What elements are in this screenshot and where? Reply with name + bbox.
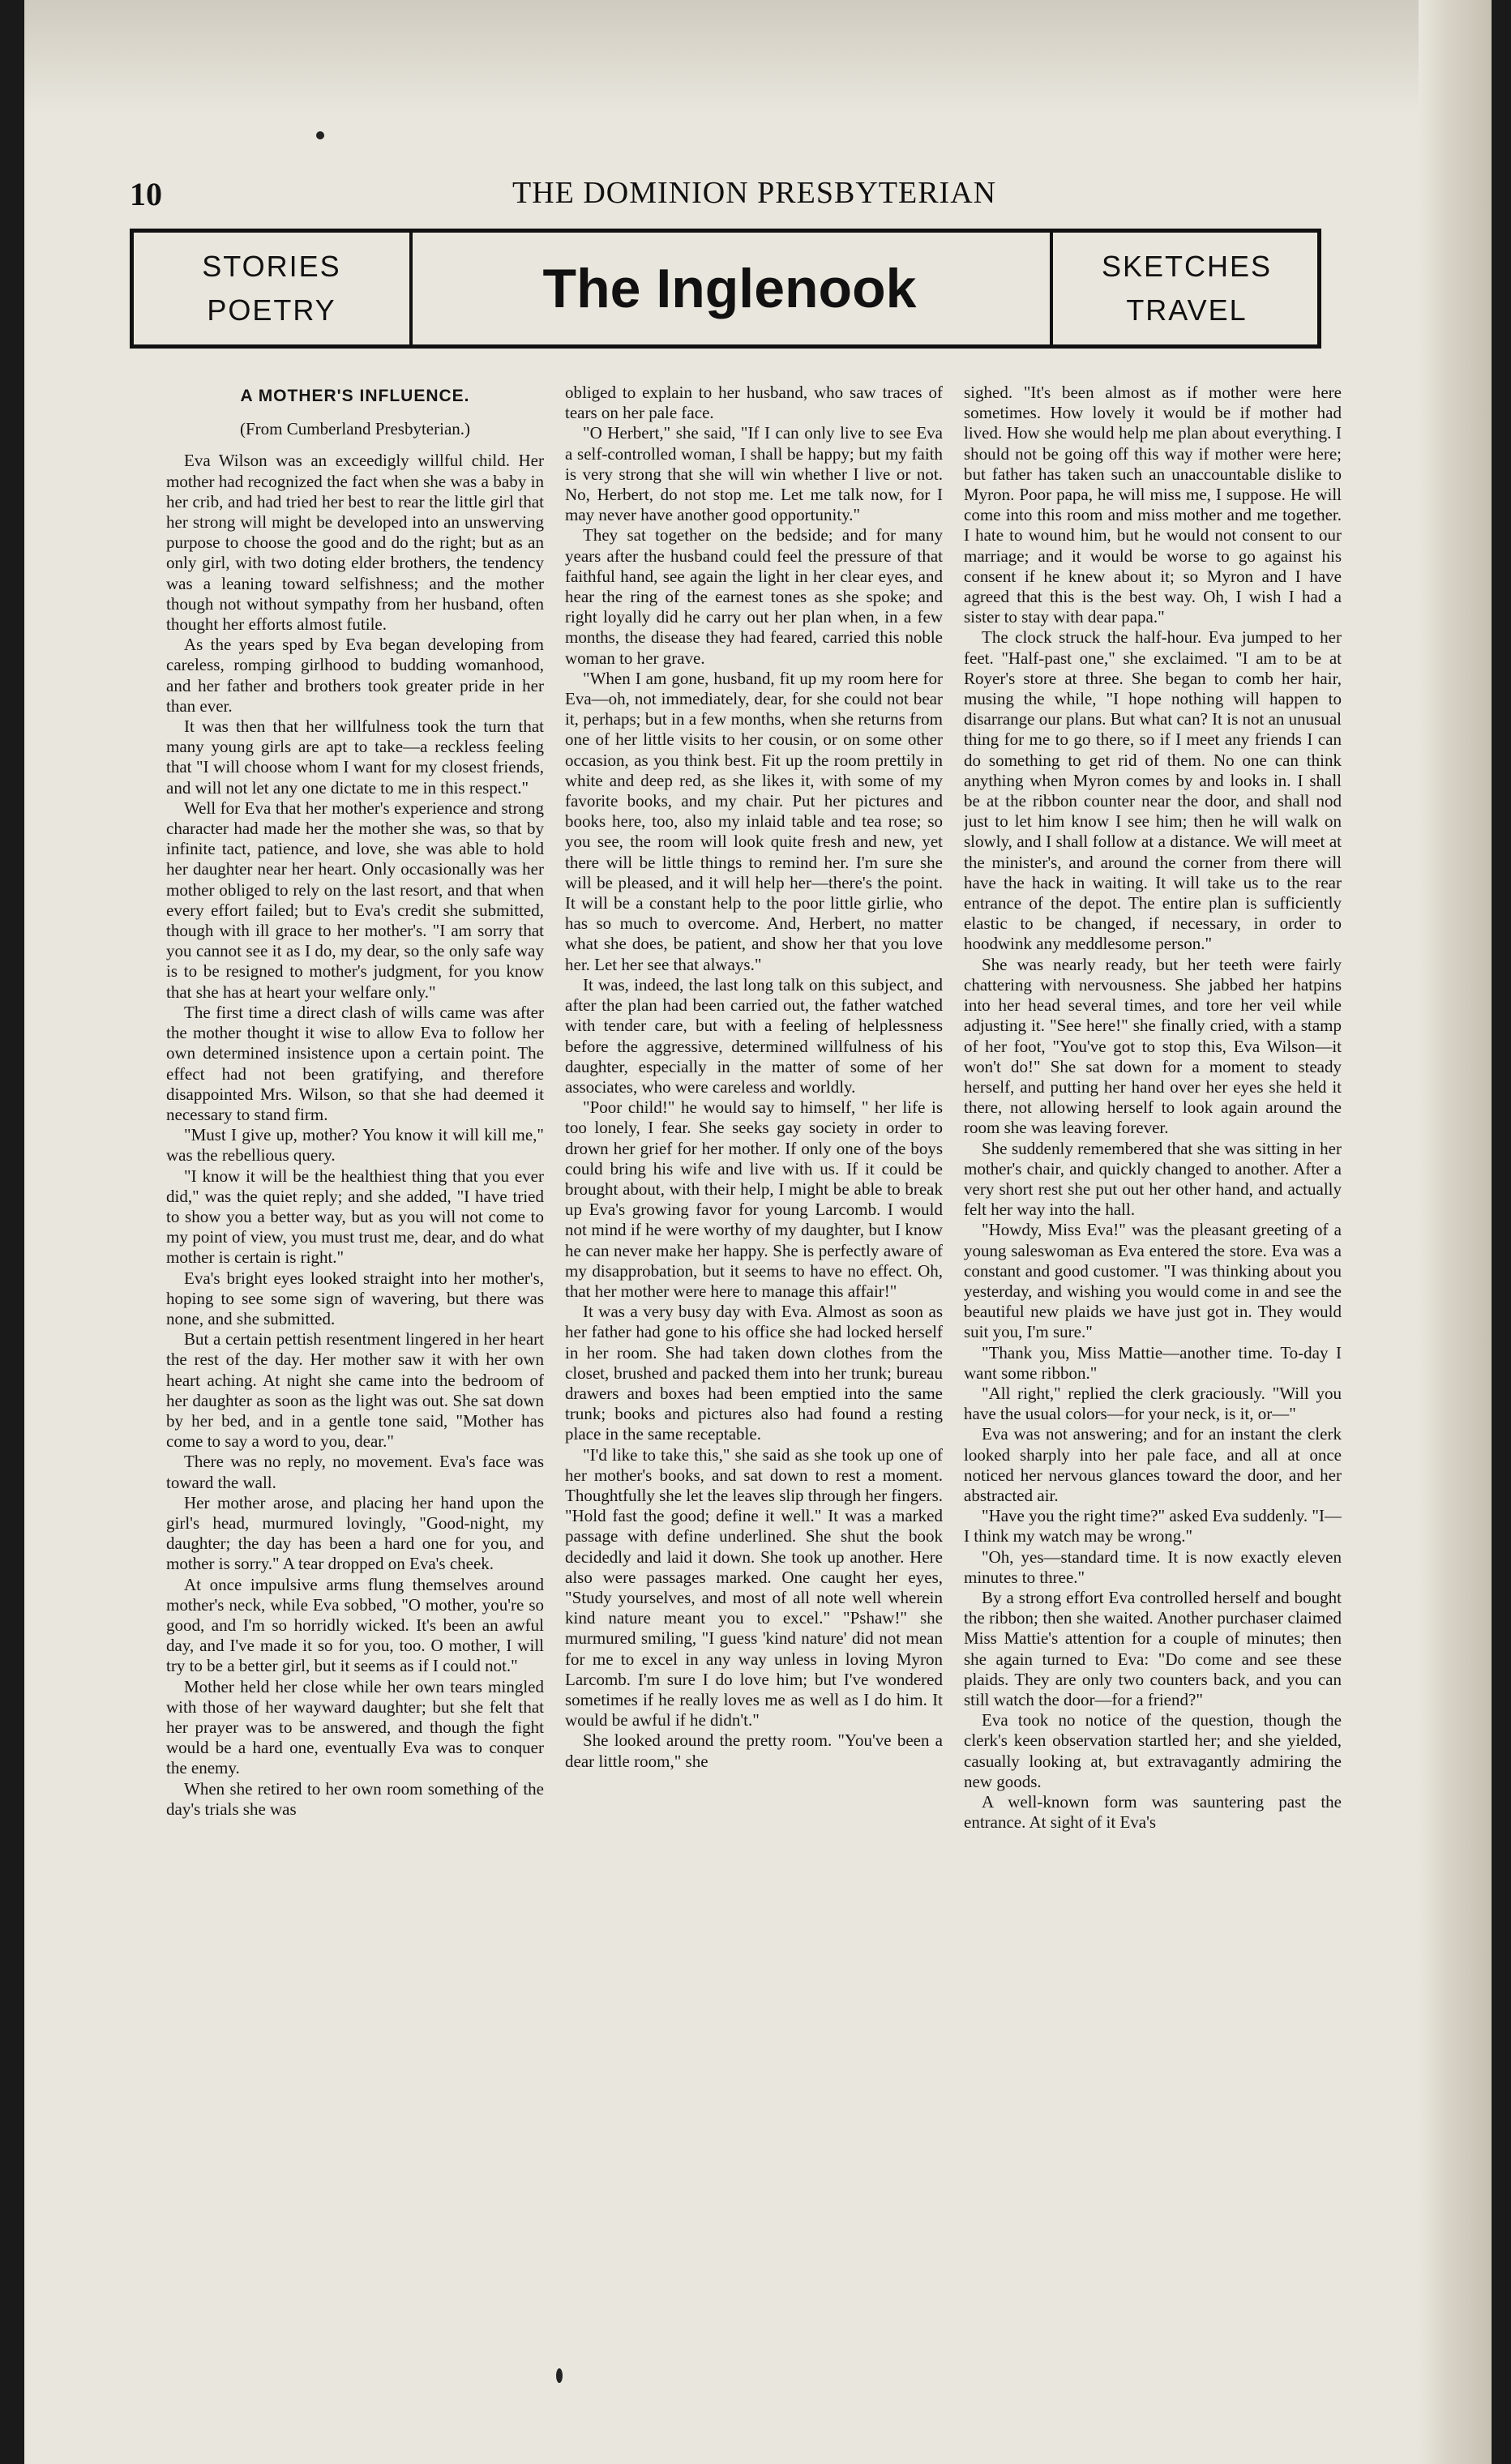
paragraph: The first time a direct clash of wills came was after the mother thought it wise to allow Eva to follow her own determined insistence upon a certain point. The effect had not been gratifying, and therefore disappointed Mrs. Wilson, so that she had deemed it necessary to stand firm. xyxy=(166,1002,544,1124)
column-3-body xyxy=(964,383,1342,1833)
paragraph: By a strong effort Eva controlled herself and bought the ribbon; then she waited. Another purchaser claimed Miss Mattie's attention for a couple of minutes; then she again turned to Eva: "Do come and see these plaids. They are only two counters back, and you can still watch the door—for a friend?" xyxy=(964,1587,1342,1709)
paragraph: As the years sped by Eva began developing from careless, romping girlhood to budding womanhood, and her father and brothers took greater pride in her than ever. xyxy=(166,635,544,716)
ink-mark-top xyxy=(316,131,324,139)
paragraph: Eva Wilson was an exceedigly willful child. Her mother had recognized the fact when she was a baby in her crib, and had tried her best to rear the little girl that her strong will might be developed into an unswerving purpose to choose the good and do the right; but as an only girl, with two doting elder brothers, the tendency was a leaning toward selfishness; and the mother though not without sympathy from her husband, often thought her efforts almost futile. xyxy=(166,451,544,635)
paragraph: "When I am gone, husband, fit up my room here for Eva—oh, not immediately, dear, for she could not bear it, perhaps; but in a few months, when she returns from one of her little visits to her cousin, or on some other occasion, as you think best. Fit up the room prettily in white and deep red, as she likes it, with some of my favorite books, and my chair. Put her pictures and books here, too, also my inlaid table and tea rose; so you see, the room will look quite fresh and new, yet there will be little things to remind her. I'm sure she will be pleased, and it will help her—there's the point. It will be a constant help to the poor little girlie, who has so much to overcome. And, Herbert, no matter what she does, be patient, and show her that you love her. Let her see that always." xyxy=(565,668,943,974)
paragraph: Eva's bright eyes looked straight into her mother's, hoping to see some sign of wavering, but there was none, and she submitted. xyxy=(166,1268,544,1328)
paragraph: Well for Eva that her mother's experience and strong character had made her the mother she was, so that by infinite tact, patience, and love, she was able to hold her daughter near her heart. Only occasionally was her mother obliged to rely on the last resort, and that when every effort failed; but to Eva's credit she submitted, though with ill grace to her mother's. "I am sorry that you cannot see it as I do, my dear, so the only safe way is to be resigned to mother's judgment, for you know that she has at heart your welfare only." xyxy=(166,798,544,1002)
banner-center-box xyxy=(409,233,1050,344)
paragraph: obliged to explain to her husband, who saw traces of tears on her pale face. xyxy=(565,383,943,423)
paragraph: "Oh, yes—standard time. It is now exactly eleven minutes to three." xyxy=(964,1546,1342,1587)
banner-left-box xyxy=(134,233,413,344)
paragraph: It was a very busy day with Eva. Almost as soon as her father had gone to his office she had locked herself in her room. She had taken down clothes from the closet, brushed and packed them into her trunk; bureau drawers and boxes had been emptied into the same trunk; books and pictures also had found a resting place in the same receptable. xyxy=(565,1302,943,1444)
text-column-3 xyxy=(964,383,1342,2344)
paragraph: A well-known form was sauntering past the entrance. At sight of it Eva's xyxy=(964,1792,1342,1833)
paragraph: "I'd like to take this," she said as she took up one of her mother's books, and sat down to rest a moment. Thoughtfully she let the leaves slip through her fingers. "Hold fast the good; define it well." It was a marked passage with define underlined. She shut the book decidedly and laid it down. She took up another. Here also were passages marked. One caught her eyes, "Study yourselves, and most of all note well wherein kind nature meant you to excel." "Pshaw!" she murmured smiling, "I guess 'kind nature' did not mean for me to excel in any way unless in loving Myron Larcomb. I'm sure I do love him; but I've wondered sometimes if he really loves me as well as I do him. It would be awful if he didn't." xyxy=(565,1444,943,1730)
page-edge-strip xyxy=(1419,0,1492,2464)
paragraph: "All right," replied the clerk graciously. "Will you have the usual colors—for your neck, is it, or—" xyxy=(964,1383,1342,1424)
paragraph: She was nearly ready, but her teeth were fairly chattering with nervousness. She jabbed her hatpins into her head several times, and tore her veil while adjusting it. "See here!" she finally cried, with a stamp of her foot, "You've got to stop this, Eva Wilson—it won't do!" She sat down for a moment to steady herself, and putting her hand over her eyes she held it there, not allowing herself to look again around the room she was leaving forever. xyxy=(964,954,1342,1138)
section-banner xyxy=(130,229,1321,349)
text-column-2 xyxy=(565,383,943,2344)
text-column-1 xyxy=(166,383,544,2344)
banner-right-line2: TRAVEL xyxy=(1126,293,1248,327)
paragraph: "Poor child!" he would say to himself, " her life is too lonely, I fear. She seeks gay society in order to drown her grief for her mother. If only one of the boys could bring his wife and live with us. If it could be brought about, with their help, I might be able to break up Eva's growing favor for young Larcomb. I would not mind if he were worthy of my daughter, but I know he can never make her happy. She is perfectly aware of my disapprobation, but it seems to have no effect. Oh, that her mother were here to manage this affair!" xyxy=(565,1097,943,1301)
journal-title: THE DOMINION PRESBYTERIAN xyxy=(512,176,997,210)
banner-right-box xyxy=(1050,233,1321,344)
newspaper-page xyxy=(24,0,1492,2464)
column-1-body xyxy=(166,451,544,1820)
paragraph: There was no reply, no movement. Eva's face was toward the wall. xyxy=(166,1452,544,1492)
paragraph: "Have you the right time?" asked Eva suddenly. "I—I think my watch may be wrong." xyxy=(964,1506,1342,1546)
paragraph: It was then that her willfulness took the turn that many young girls are apt to take—a reckless feeling that "I will choose whom I want for my closest friends, and will not let any one dictate to me in this respect." xyxy=(166,717,544,798)
ink-mark-bottom xyxy=(556,2368,563,2383)
paragraph: She looked around the pretty room. "You've been a dear little room," she xyxy=(565,1730,943,1771)
banner-right-line1: SKETCHES xyxy=(1101,250,1273,283)
paragraph: The clock struck the half-hour. Eva jumped to her feet. "Half-past one," she exclaimed. "I am to be at Royer's store at three. She began to comb her hair, musing the while, "I hope nothing will happen to disarrange our plans. But what can? It is not an unusual thing for me to go there, so if I meet any friends I can do something to get rid of them. No one can think anything when Myron comes by and looks in. I shall be at the ribbon counter near the door, and shall nod just to let him know I see him; then he will walk on slowly, and I shall follow at a distance. We will meet at the minister's, and around the corner from there will have the hack in waiting. It will take us to the rear entrance of the depot. The entire plan is sufficiently elastic to be changed, if necessary, in order to hoodwink any meddlesome person." xyxy=(964,627,1342,954)
story-source: (From Cumberland Presbyterian.) xyxy=(239,419,471,439)
page-number: 10 xyxy=(130,176,162,212)
paragraph: At once impulsive arms flung themselves around mother's neck, while Eva sobbed, "O mother, you're so good, and I'm so horridly wicked. It's been an awful day, and I've made it so for you, too. O mother, I will try to be a better girl, but it seems as if I could not." xyxy=(166,1574,544,1676)
paragraph: "I know it will be the healthiest thing that you ever did," was the quiet reply; and she added, "I have tried to show you a better way, but as you will not come to my point of view, you must trust me, dear, and do what mother is certain is right." xyxy=(166,1166,544,1268)
banner-left-line2: POETRY xyxy=(207,293,336,327)
paragraph: "Must I give up, mother? You know it will kill me," was the rebellious query. xyxy=(166,1125,544,1166)
paragraph: Her mother arose, and placing her hand upon the girl's head, murmured lovingly, "Good-night, my daughter; the day has been a hard one for you, and mother is sorry." A tear dropped on Eva's cheek. xyxy=(166,1492,544,1574)
paragraph: They sat together on the bedside; and for many years after the husband could feel the pressure of that faithful hand, see again the light in her clear eyes, and hear the ring of the earnest tones as she spoke; and right loyally did he carry out her plan when, in a few months, the disease they had feared, carried this noble woman to her grave. xyxy=(565,525,943,668)
section-title: The Inglenook xyxy=(542,258,917,319)
paragraph: "Howdy, Miss Eva!" was the pleasant greeting of a young saleswoman as Eva entered the store. Eva was a constant and good customer. "I was thinking about you yesterday, and wishing you would come in and see the beautiful new plaids we have just got in. They would suit you, I'm sure." xyxy=(964,1220,1342,1342)
paragraph: Mother held her close while her own tears mingled with those of her wayward daughter; but she felt that her prayer was to be answered, and though the fight would be a hard one, eventually Eva was to conquer the enemy. xyxy=(166,1676,544,1778)
article-columns xyxy=(166,383,1366,2344)
story-title: A MOTHER'S INFLUENCE. xyxy=(240,387,470,405)
paragraph: Eva was not answering; and for an instant the clerk looked sharply into her pale face, and all at once noticed her nervous glances toward the door, and her abstracted air. xyxy=(964,1424,1342,1505)
paragraph: But a certain pettish resentment lingered in her heart the rest of the day. Her mother saw it with her own heart aching. At night she came into the bedroom of her daughter as soon as the light was out. She sat down by her bed, and in a gentle tone said, "Mother has come to say a word to you, dear." xyxy=(166,1329,544,1452)
paragraph: Eva took no notice of the question, though the clerk's keen observation startled her; and she yielded, casually looking at, but extravagantly admiring the new goods. xyxy=(964,1710,1342,1791)
paragraph: "O Herbert," she said, "If I can only live to see Eva a self-controlled woman, I shall be happy; but my faith is very strong that she will win whether I live or not. No, Herbert, do not stop me. Let me talk now, for I may never have another good opportunity." xyxy=(565,423,943,525)
paragraph: It was, indeed, the last long talk on this subject, and after the plan had been carried out, the father watched with tender care, but with a feeling of helplessness before the aggressive, determined willfulness of his daughter, especially in the matter of some of her associates, who were careless and worldly. xyxy=(565,974,943,1097)
banner-left-line1: STORIES xyxy=(202,250,341,283)
paragraph: She suddenly remembered that she was sitting in her mother's chair, and quickly changed to another. After a very short rest she put out her other hand, and actually felt her way into the hall. xyxy=(964,1138,1342,1220)
column-2-body xyxy=(565,383,943,1772)
paragraph: "Thank you, Miss Mattie—another time. To-day I want some ribbon." xyxy=(964,1342,1342,1383)
running-header xyxy=(130,175,1346,216)
paragraph: sighed. "It's been almost as if mother were here sometimes. How lovely it would be if mother had lived. How she would help me plan about everything. I should not be going off this way if mother were here; but father has taken such an unaccountable dislike to Myron. Poor papa, he will miss me, I suppose. He will come into this room and miss mother and me together. I hate to wound him, but he would not consent to our marriage; and it would be worse to go against his consent if he knew about it; so Myron and I have agreed that this is the best way. Oh, I wish I had a sister to stay with dear papa." xyxy=(964,383,1342,627)
paragraph: When she retired to her own room something of the day's trials she was xyxy=(166,1778,544,1819)
